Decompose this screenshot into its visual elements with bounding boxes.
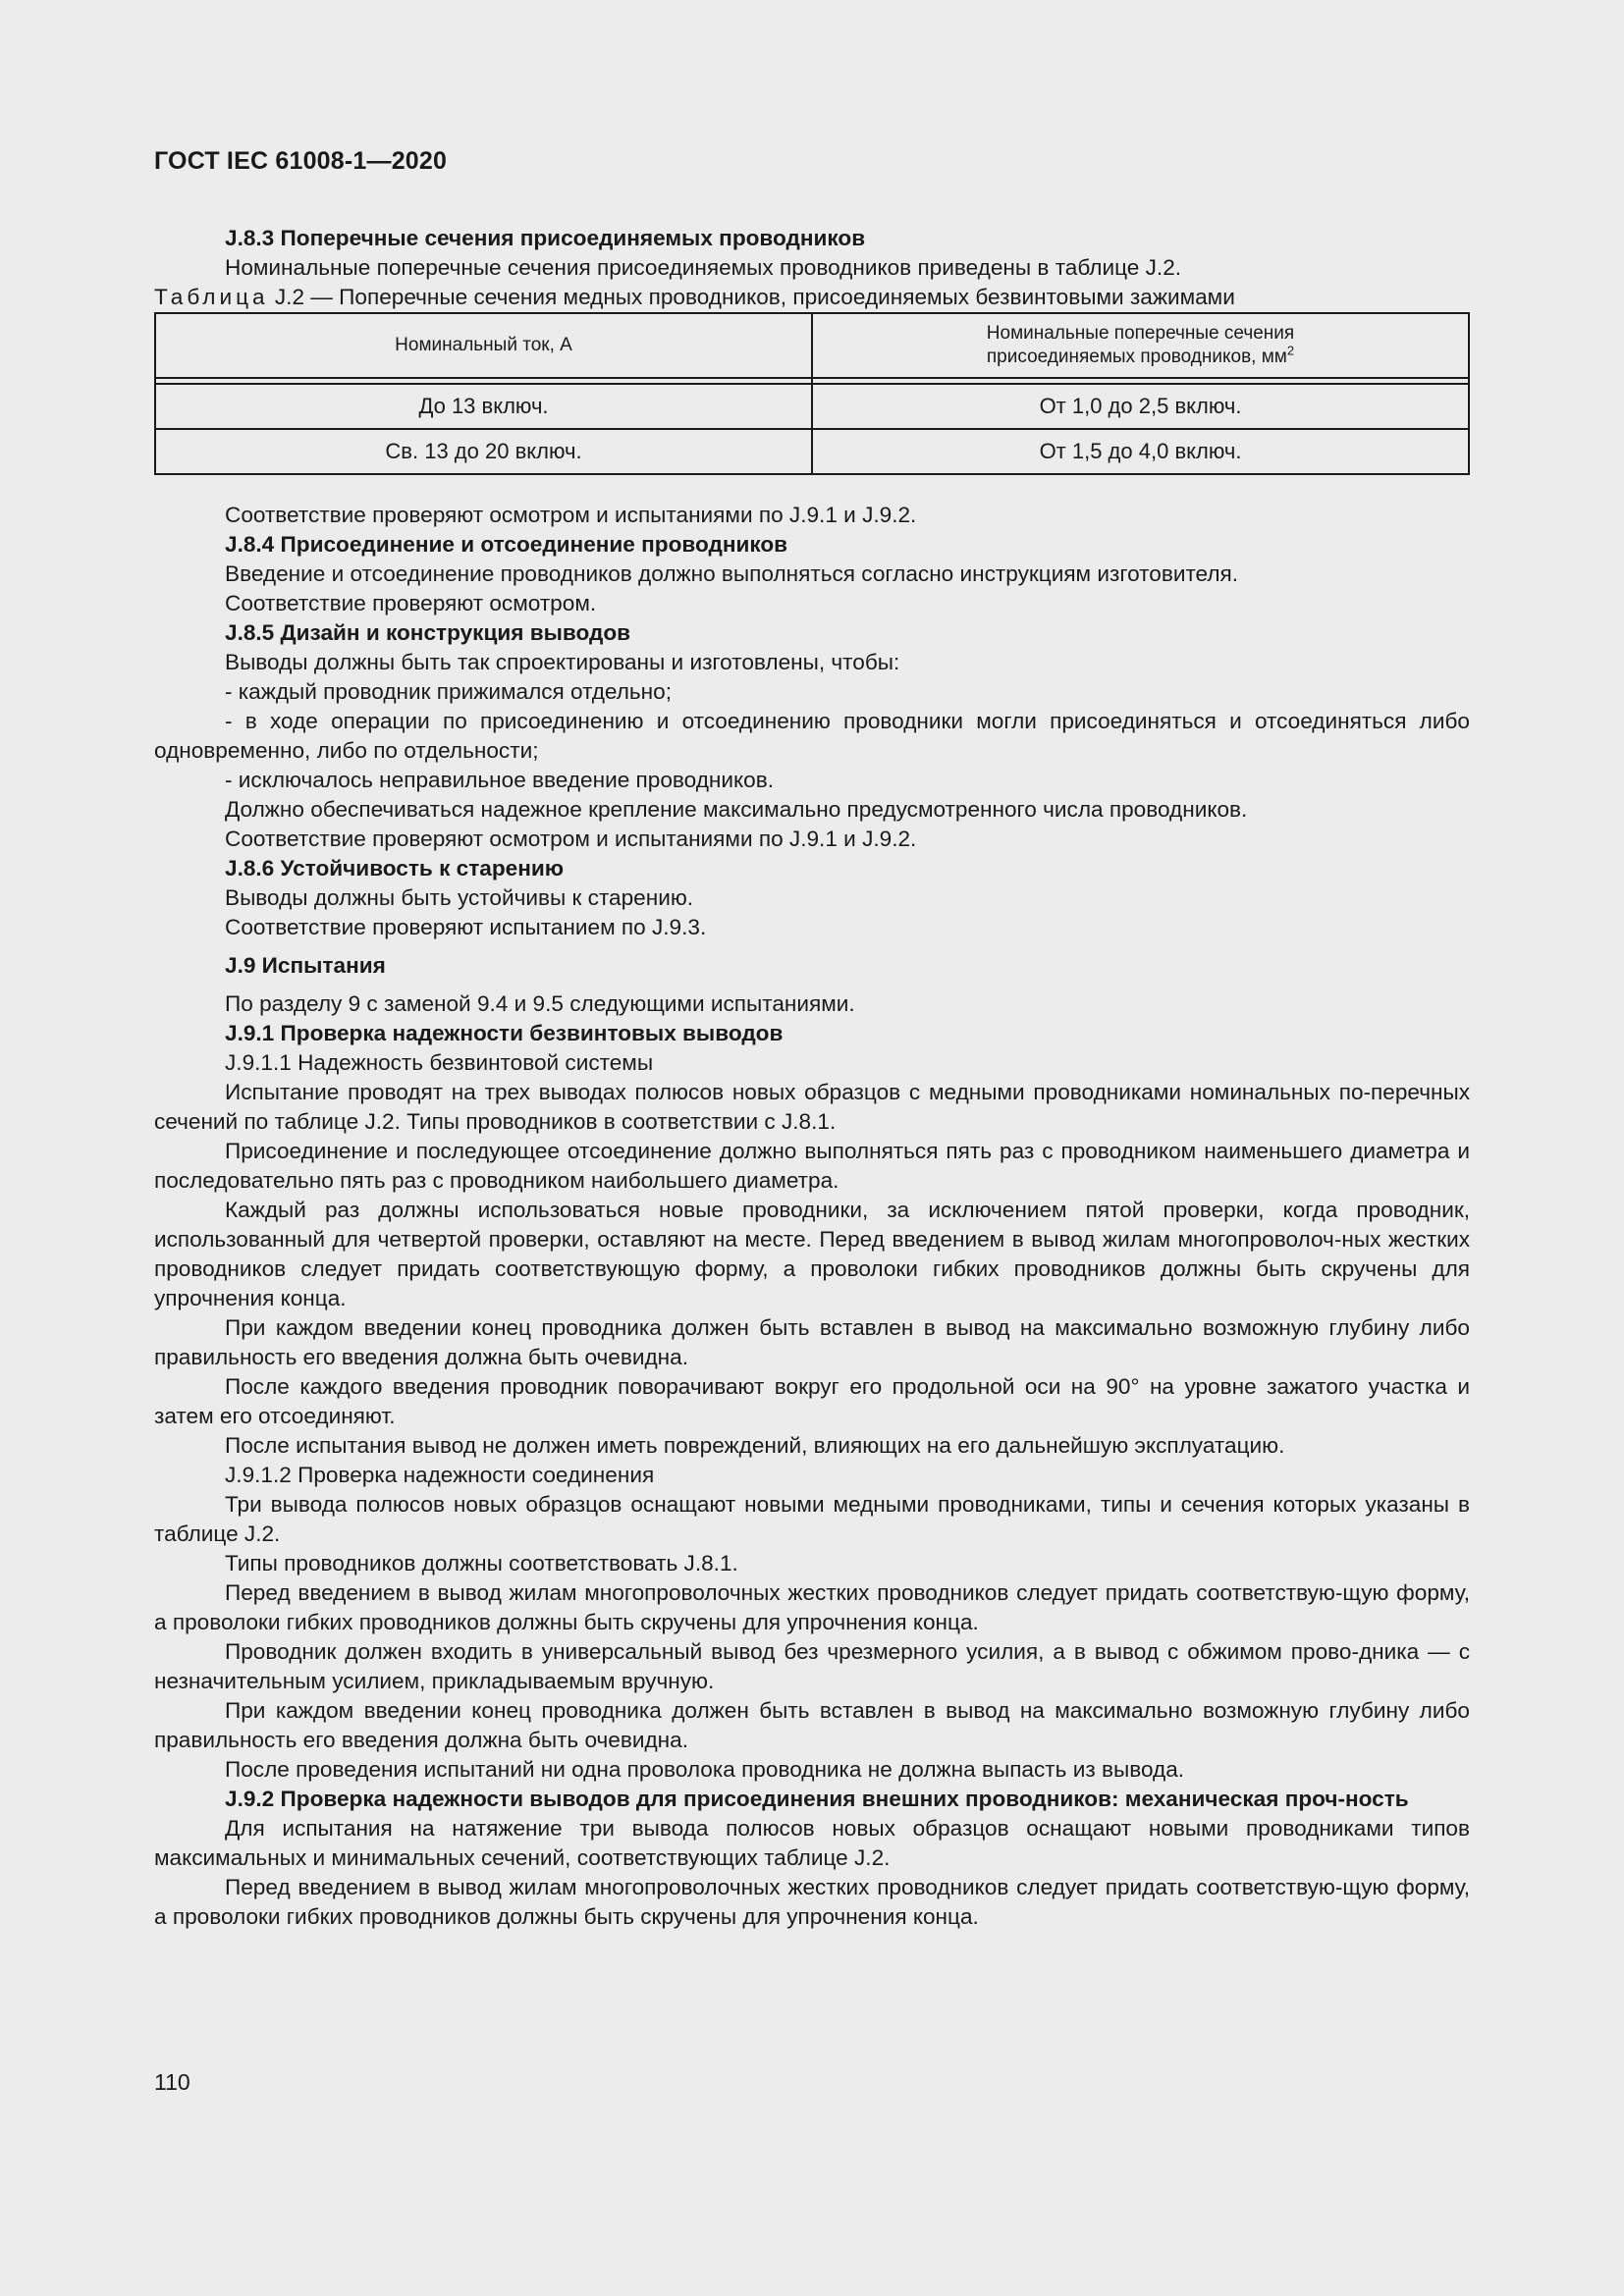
body-paragraph: Присоединение и последующее отсоединение должно выполняться пять раз с проводником наименьшего диаметра и последовательно пять раз с проводником наибольшего диаметра.	[154, 1139, 1470, 1193]
body-paragraph: Соответствие проверяют осмотром и испытаниями по J.9.1 и J.9.2.	[225, 503, 917, 527]
table-row	[155, 384, 1469, 429]
table-cell-section: От 1,0 до 2,5 включ.	[812, 384, 1469, 429]
body-paragraph: Выводы должны быть устойчивы к старению.	[225, 885, 694, 910]
table-cell-section: От 1,5 до 4,0 включ.	[812, 429, 1469, 474]
body-paragraph: Должно обеспечиваться надежное крепление максимально предусмотренного числа проводников.	[225, 797, 1248, 822]
body-paragraph: - исключалось неправильное введение проводников.	[225, 768, 775, 792]
section-text-j83: Номинальные поперечные сечения присоединяемых проводников приведены в таблице J.2.	[225, 255, 1182, 280]
table-caption-text: J.2 — Поперечные сечения медных проводников, присоединяемых безвинтовыми зажимами	[268, 285, 1235, 309]
body-paragraph: Типы проводников должны соответствовать J.8.1.	[225, 1551, 738, 1575]
body-paragraph: Перед введением в вывод жилам многопроволочных жестких проводников следует придать соответствую-щую форму, а проволоки гибких проводников должны быть скручены для упрочнения конца.	[154, 1875, 1470, 1929]
table-cell-current: До 13 включ.	[155, 384, 812, 429]
section-heading: J.8.4 Присоединение и отсоединение проводников	[225, 532, 788, 557]
body-paragraph: Перед введением в вывод жилам многопроволочных жестких проводников следует придать соответствую-щую форму, а проволоки гибких проводников должны быть скручены для упрочнения конца.	[154, 1580, 1470, 1634]
conductor-table	[154, 312, 1470, 475]
section-heading: J.8.6 Устойчивость к старению	[225, 856, 565, 881]
body-paragraph: - каждый проводник прижимался отдельно;	[225, 679, 672, 704]
page-number: 110	[154, 2069, 190, 2095]
section-heading: J.9.2 Проверка надежности выводов для присоединения внешних проводников: механическая проч-ность	[225, 1787, 1409, 1811]
body-paragraph: - в ходе операции по присоединению и отсоединению проводники могли присоединяться и отсоединяться либо одновременно, либо по отдельности;	[154, 709, 1470, 763]
body-paragraph: Три вывода полюсов новых образцов оснащают новыми медными проводниками, типы и сечения которых указаны в таблице J.2.	[154, 1492, 1470, 1546]
table-caption	[154, 283, 1470, 312]
document-body	[154, 224, 1470, 1932]
table-header-section-line1: Номинальные поперечные сечения	[986, 323, 1295, 344]
body-paragraph: После проведения испытаний ни одна проволока проводника не должна выпасть из вывода.	[225, 1757, 1185, 1782]
section-heading: J.9.1 Проверка надежности безвинтовых выводов	[225, 1021, 784, 1045]
document-header: ГОСТ IEC 61008-1—2020	[154, 147, 448, 175]
section-heading: J.8.5 Дизайн и конструкция выводов	[225, 620, 631, 645]
body-paragraph: Соответствие проверяют осмотром.	[225, 591, 597, 615]
table-header-current: Номинальный ток, А	[155, 313, 812, 378]
table-header-section	[812, 313, 1469, 378]
section-heading: J.9 Испытания	[225, 953, 386, 978]
table-header-row	[155, 313, 1469, 378]
body-paragraph: Для испытания на натяжение три вывода полюсов новых образцов оснащают новыми проводниками типов максимальных и минимальных сечений, соответствующих таблице J.2.	[154, 1816, 1470, 1870]
table-header-section-line2: присоединяемых проводников, мм	[986, 347, 1287, 367]
body-paragraph: При каждом введении конец проводника должен быть вставлен в вывод на максимально возможную глубину либо правильность его введения должна быть очевидна.	[154, 1698, 1470, 1752]
table-caption-label: Таблица	[154, 285, 269, 309]
body-paragraph: Проводник должен входить в универсальный вывод без чрезмерного усилия, а в вывод с обжимом прово-дника — с незначительным усилием, прикладываемым вручную.	[154, 1639, 1470, 1693]
table-cell-current: Св. 13 до 20 включ.	[155, 429, 812, 474]
body-paragraph: После каждого введения проводник поворачивают вокруг его продольной оси на 90° на уровне зажатого участка и затем его отсоединяют.	[154, 1374, 1470, 1428]
table-row	[155, 429, 1469, 474]
body-paragraph: После испытания вывод не должен иметь повреждений, влияющих на его дальнейшую эксплуатацию.	[225, 1433, 1285, 1458]
body-paragraph: Соответствие проверяют осмотром и испытаниями по J.9.1 и J.9.2.	[225, 827, 917, 851]
body-paragraph: J.9.1.1 Надежность безвинтовой системы	[225, 1050, 654, 1075]
body-paragraph: Каждый раз должны использоваться новые проводники, за исключением пятой проверки, когда проводник, использованный для четвертой проверки, оставляют на месте. Перед введением в вывод жилам многопроволоч-ных жестких проводников следует придать соответствующую форму, а проволоки гибких проводников должны быть скручены для упрочнения конца.	[154, 1198, 1470, 1310]
table-header-section-sup: 2	[1286, 343, 1295, 358]
body-paragraph: При каждом введении конец проводника должен быть вставлен в вывод на максимально возможную глубину либо правильность его введения должна быть очевидна.	[154, 1315, 1470, 1369]
body-paragraph: Выводы должны быть так спроектированы и изготовлены, чтобы:	[225, 650, 900, 674]
section-heading-j83: J.8.3 Поперечные сечения присоединяемых проводников	[225, 226, 866, 250]
body-paragraph: Соответствие проверяют испытанием по J.9.3.	[225, 915, 707, 939]
body-paragraph: Испытание проводят на трех выводах полюсов новых образцов с медными проводниками номинальных по-перечных сечений по таблице J.2. Типы проводников в соответствии с J.8.1.	[154, 1080, 1470, 1134]
body-paragraph: Введение и отсоединение проводников должно выполняться согласно инструкциям изготовителя.	[225, 561, 1239, 586]
body-paragraphs	[154, 501, 1470, 1932]
body-paragraph: По разделу 9 с заменой 9.4 и 9.5 следующими испытаниями.	[225, 991, 855, 1016]
body-paragraph: J.9.1.2 Проверка надежности соединения	[225, 1463, 655, 1487]
